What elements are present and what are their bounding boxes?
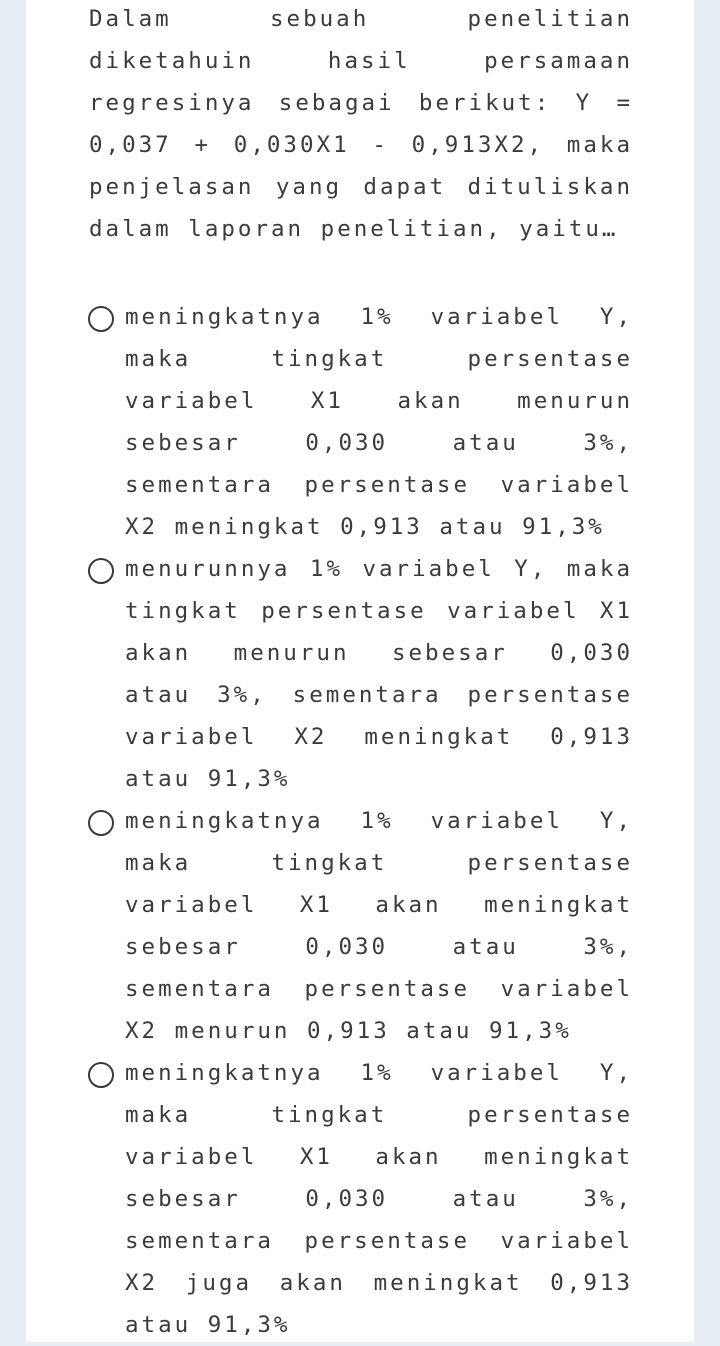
radio-button-icon[interactable] (88, 1062, 114, 1088)
question-text: Dalam sebuah penelitian diketahuin hasil persamaan regresinya sebagai berikut: Y = 0,037 + 0,030X1 - 0,913X2, maka penjelasan yang dapat dituliskan dalam laporan penelitian, yaitu… (89, 6, 633, 242)
option-label: menurunnya 1% variabel Y, maka tingkat persentase variabel X1 akan menurun sebesar 0,030 atau 3%, sementara persentase variabel X2 meningkat 0,913 atau 91,3% (125, 556, 633, 792)
answer-option-2[interactable] (88, 555, 634, 795)
option-label: meningkatnya 1% variabel Y, maka tingkat persentase variabel X1 akan meningkat sebesar 0,030 atau 3%, sementara persentase variabel X2 juga akan meningkat 0,913 atau 91,3% (125, 1060, 633, 1338)
option-label: meningkatnya 1% variabel Y, maka tingkat persentase variabel X1 akan menurun sebesar 0,030 atau 3%, sementara persentase variabel X2 meningkat 0,913 atau 91,3% (125, 304, 633, 540)
radio-button-icon[interactable] (88, 558, 114, 584)
answer-option-3[interactable] (88, 807, 634, 1047)
option-label: meningkatnya 1% variabel Y, maka tingkat persentase variabel X1 akan meningkat sebesar 0,030 atau 3%, sementara persentase variabel X2 menurun 0,913 atau 91,3% (125, 808, 633, 1044)
radio-button-icon[interactable] (88, 810, 114, 836)
radio-button-icon[interactable] (88, 306, 114, 332)
answer-option-1[interactable] (88, 303, 634, 543)
answer-option-4[interactable] (88, 1059, 634, 1338)
